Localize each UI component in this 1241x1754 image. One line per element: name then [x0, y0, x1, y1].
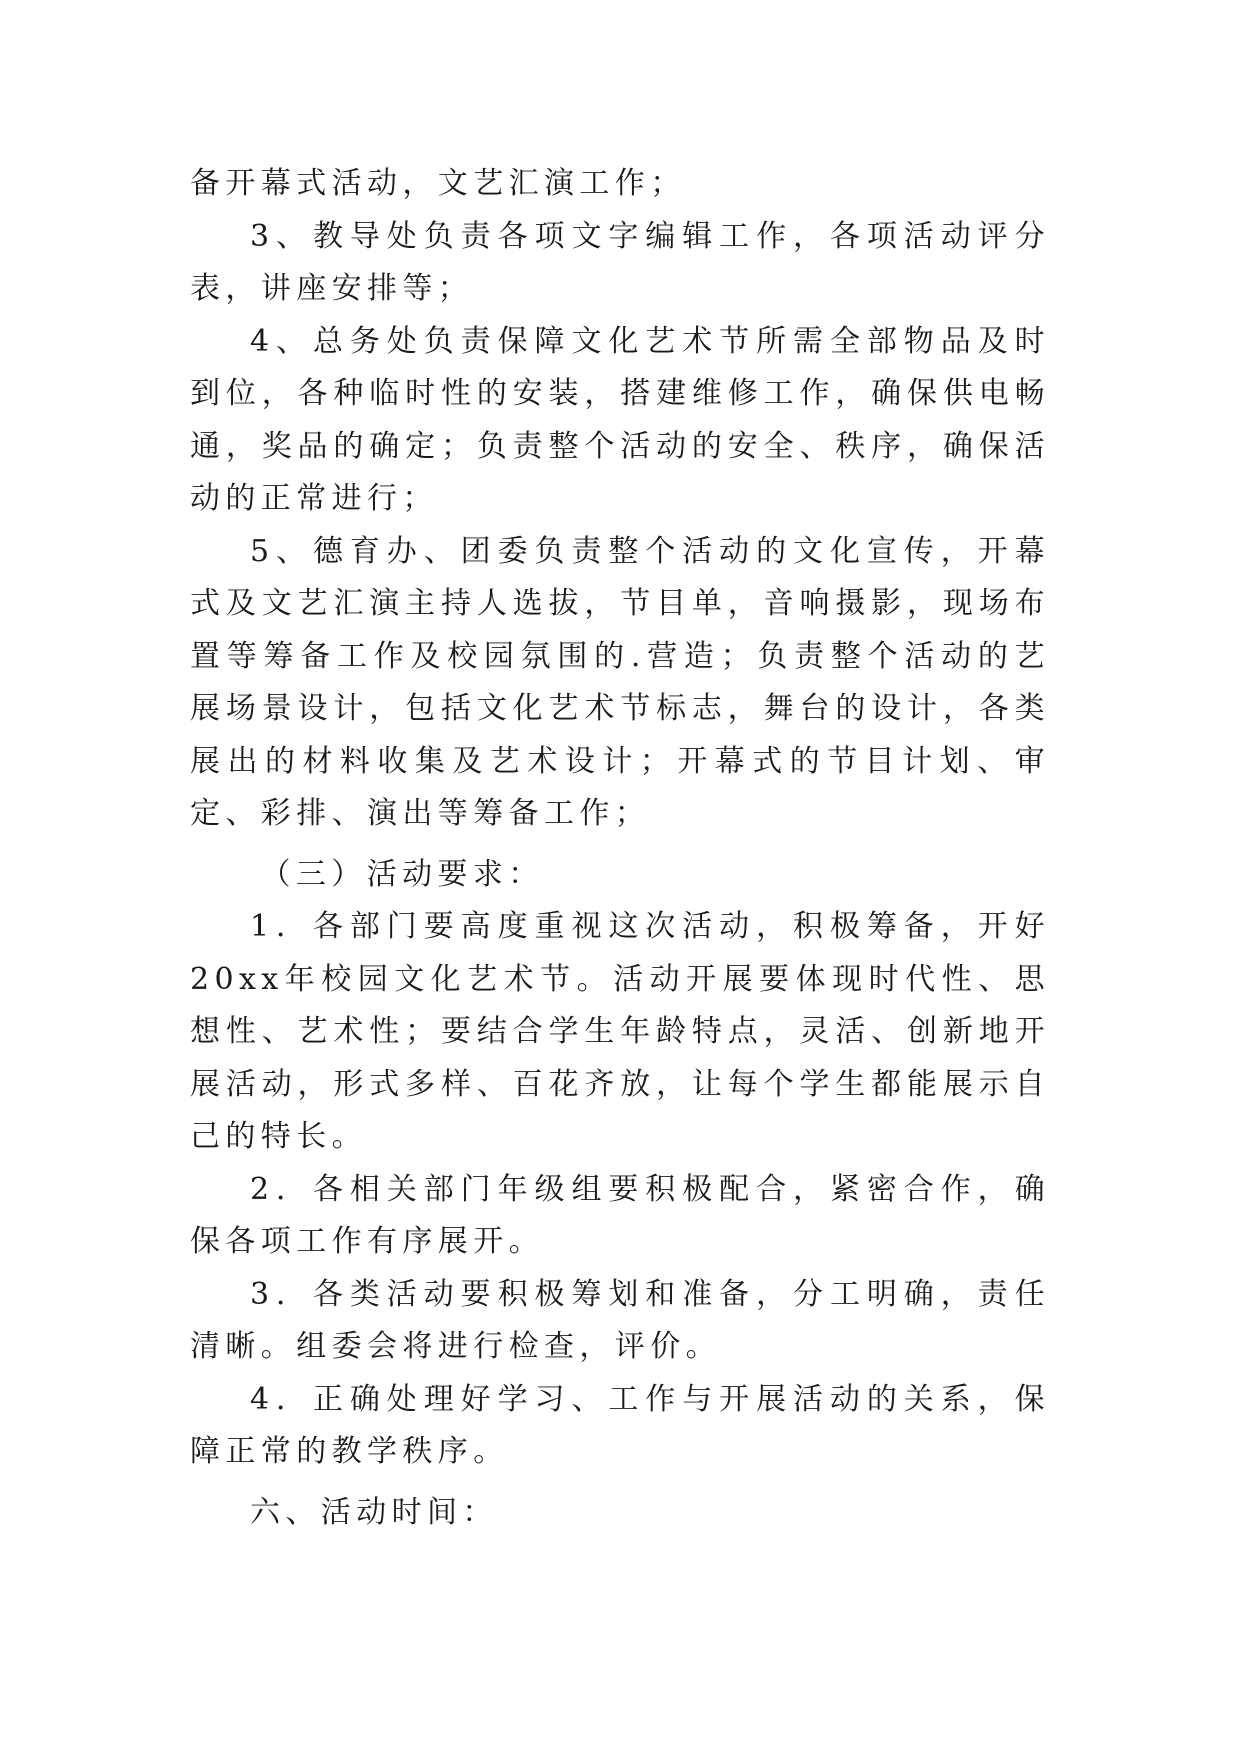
paragraph-requirement-3: 3．各类活动要积极筹划和准备，分工明确，责任清晰。组委会将进行检查，评价。	[190, 1276, 1050, 1364]
paragraph-requirement-1: 1．各部门要高度重视这次活动，积极筹备，开好20xx年校园文化艺术节。活动开展要体现时代性、思想性、艺术性；要结合学生年龄特点，灵活、创新地开展活动，形式多样、百花齐放，让每个学生都能展示自己的特长。	[190, 909, 1050, 1154]
section-heading-activity-time: 六、活动时间：	[250, 1494, 498, 1530]
section-heading-requirements: （三）活动要求：	[260, 856, 544, 892]
paragraph-requirement-2: 2．各相关部门年级组要积极配合，紧密合作，确保各项工作有序展开。	[190, 1171, 1050, 1259]
document-body	[190, 158, 1050, 1539]
paragraph-continuation: 备开幕式活动，文艺汇演工作；	[190, 166, 686, 201]
paragraph-item-3: 3、教导处负责各项文字编辑工作，各项活动评分表，讲座安排等；	[190, 218, 1050, 306]
paragraph-requirement-4: 4．正确处理好学习、工作与开展活动的关系，保障正常的教学秩序。	[190, 1381, 1050, 1469]
paragraph-item-5: 5、德育办、团委负责整个活动的文化宣传，开幕式及文艺汇演主持人选拔，节目单，音响摄影，现场布置等筹备工作及校园氛围的.营造；负责整个活动的艺展场景设计，包括文化艺术节标志，舞台的设计，各类展出的材料收集及艺术设计；开幕式的节目计划、审定、彩排、演出等筹备工作；	[190, 533, 1050, 831]
paragraph-item-4: 4、总务处负责保障文化艺术节所需全部物品及时到位，各种临时性的安装，搭建维修工作，确保供电畅通，奖品的确定；负责整个活动的安全、秩序，确保活动的正常进行；	[190, 323, 1050, 516]
